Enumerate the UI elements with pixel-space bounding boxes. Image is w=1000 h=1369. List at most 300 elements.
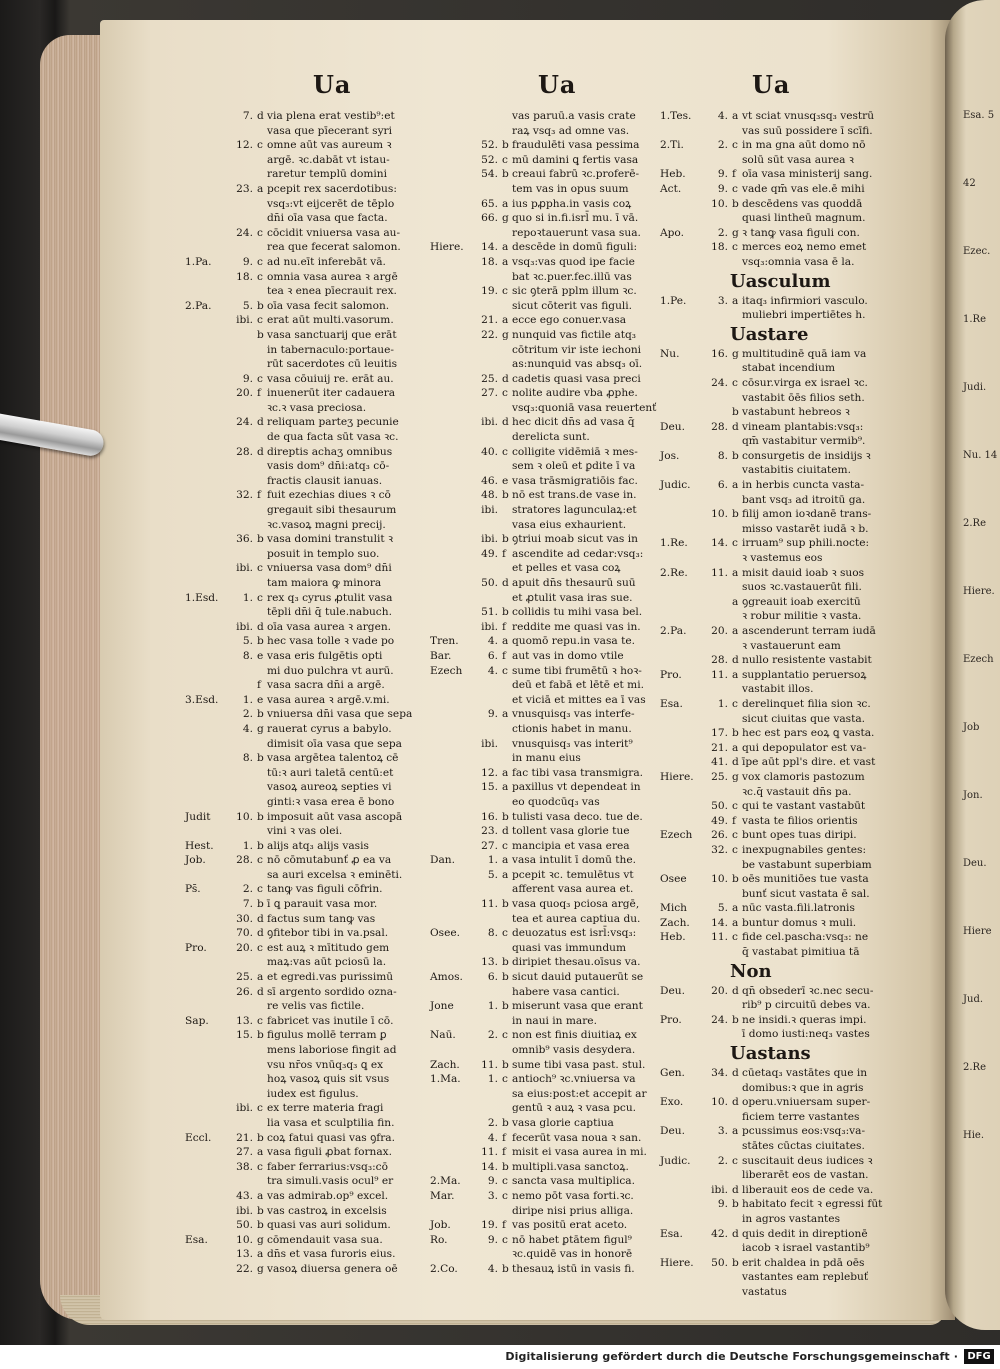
chapter-number: 20. — [236, 941, 253, 954]
index-entry — [660, 1013, 882, 1028]
section-letter: c — [732, 800, 738, 813]
book-reference — [185, 722, 233, 737]
entry-text: raꝝ vsq₃ ad omne vas. — [512, 124, 630, 137]
section-letter — [502, 401, 512, 416]
index-entry — [660, 566, 882, 581]
index-entry — [185, 328, 412, 343]
entry-text: hec vasa tolle ꝛ vade po — [267, 635, 395, 648]
chapter-number: 9. — [717, 182, 728, 195]
entry-text: mi duo pulchra vt aurū. — [267, 664, 394, 677]
index-entry — [430, 1262, 656, 1277]
index-entry — [430, 561, 656, 576]
index-entry — [185, 955, 412, 970]
chapter-number: 38. — [236, 1160, 253, 1173]
section-letter — [502, 912, 512, 927]
chapter-number — [233, 576, 257, 591]
chapter-number — [708, 434, 732, 449]
section-letter: b — [732, 1198, 739, 1211]
section-letter — [257, 1058, 267, 1073]
entry-text: derelicta sunt. — [512, 431, 590, 444]
entry-text: pcepit ꝛc. temulētus vt — [512, 868, 634, 881]
entry-text: ꝛc.quidē vas in honorē — [512, 1248, 633, 1261]
book-reference — [660, 1270, 708, 1285]
chapter-number: 10. — [236, 1233, 253, 1246]
section-letter — [502, 299, 512, 314]
section-letter — [732, 1212, 742, 1227]
entry-text: vox clamoris pastozum — [742, 770, 865, 783]
chapter-number: 48. — [481, 489, 498, 502]
entry-text: nō est trans.de vase in. — [512, 489, 637, 502]
book-reference — [185, 1058, 233, 1073]
section-letter — [732, 945, 742, 960]
index-entry — [660, 639, 882, 654]
chapter-number — [233, 211, 257, 226]
index-entry — [660, 828, 882, 843]
section-letter — [502, 737, 512, 752]
book-reference — [430, 912, 478, 927]
entry-text: tulisti vasa deco. tue de. — [512, 810, 643, 823]
book-reference — [430, 1101, 478, 1116]
index-entry — [660, 1168, 882, 1183]
section-letter: g — [257, 1262, 264, 1275]
section-letter: c — [502, 927, 508, 940]
entry-text: qn̄ obsederī ꝛc.nec secu- — [742, 984, 874, 997]
section-letter: g — [732, 347, 739, 360]
book-reference: Pro. — [185, 941, 207, 954]
book-reference — [185, 1204, 233, 1219]
book-reference — [660, 240, 708, 255]
column-body-3 — [660, 109, 882, 1300]
entry-text: in tabernaculo:portaue- — [267, 343, 394, 356]
chapter-number: 22. — [481, 328, 498, 341]
entry-text: vt sciat vnusq₃sq₃ vestrū — [742, 110, 875, 122]
chapter-number: 20. — [236, 387, 253, 400]
section-letter: a — [732, 668, 739, 681]
section-letter — [502, 795, 512, 810]
index-entry — [660, 916, 882, 931]
chapter-number: 1. — [717, 697, 728, 710]
chapter-number: 49. — [481, 547, 498, 560]
section-letter: b — [732, 727, 739, 740]
book-reference — [185, 459, 233, 474]
chapter-number — [708, 1081, 732, 1096]
entry-text: fide cel.pascha:vsq₃: ne — [742, 931, 869, 944]
index-entry — [660, 712, 882, 727]
entry-text: deuozatus est isrl̄:vsq₃: — [512, 927, 637, 940]
book-reference — [430, 985, 478, 1000]
index-entry — [660, 1066, 882, 1081]
section-letter: b — [732, 1256, 739, 1269]
index-entry — [185, 1233, 412, 1248]
section-letter: b — [257, 328, 264, 341]
entry-text: sic ꝯterā pplm illum ꝛc. — [512, 285, 637, 298]
book-reference — [430, 153, 478, 168]
column-body-2 — [430, 109, 656, 1277]
entry-text: ficiem terre vastantes — [742, 1110, 860, 1123]
chapter-number — [478, 124, 502, 139]
book-reference — [185, 386, 233, 401]
facing-page-fragment: Judi. — [963, 382, 987, 393]
book-reference: Judit — [185, 810, 211, 823]
book-reference — [430, 693, 478, 708]
book-reference — [185, 1072, 233, 1087]
chapter-number — [233, 1174, 257, 1189]
chapter-number: 1. — [487, 854, 498, 867]
book-reference: Job. — [185, 854, 206, 867]
book-reference: Judic. — [660, 479, 691, 492]
entry-text: vasa cōuiuij re. erāt au. — [267, 372, 394, 385]
section-letter: c — [732, 1154, 738, 1167]
section-letter: c — [257, 854, 263, 867]
index-entry — [660, 624, 882, 639]
entry-text: vasa intulit ī domū the. — [512, 854, 636, 867]
index-entry — [185, 897, 412, 912]
chapter-number — [478, 882, 502, 897]
section-letter: b — [257, 533, 264, 546]
index-entry — [185, 401, 412, 416]
chapter-number: 8. — [242, 752, 253, 765]
book-reference: Pro. — [660, 668, 682, 681]
section-letter: d — [257, 927, 264, 940]
index-entry — [185, 737, 412, 752]
book-reference — [660, 1027, 708, 1042]
entry-text: de qua facta sūt vasa ꝛc. — [267, 431, 399, 444]
index-entry — [430, 605, 656, 620]
entry-text: nō habet ꝑtātem figul⁹ — [512, 1233, 632, 1246]
entry-text: misit ei vasa aurea in mi. — [512, 1146, 647, 1159]
chapter-number: 13. — [236, 1248, 253, 1261]
section-letter — [732, 1270, 742, 1285]
book-reference — [660, 308, 708, 323]
entry-text: pcepit rex sacerdotibus: — [267, 182, 397, 195]
chapter-number: 12. — [236, 139, 253, 152]
book-reference — [660, 376, 708, 391]
index-entry — [185, 1174, 412, 1189]
book-reference — [185, 897, 233, 912]
index-entry — [185, 532, 412, 547]
section-letter: c — [502, 1233, 508, 1246]
section-letter — [732, 858, 742, 873]
entry-text: vsq₃:vt eijcerēt de tēplo — [267, 197, 395, 210]
book-reference — [660, 945, 708, 960]
book-reference: 2.Co. — [430, 1262, 458, 1275]
section-letter: c — [502, 1073, 508, 1086]
entry-text: paxillus vt dependeat in — [512, 781, 641, 794]
entry-text: multipli.vasa sanctoꝝ. — [512, 1160, 629, 1173]
chapter-number: 50. — [481, 577, 498, 589]
facing-page-fragment: Esa. 5 — [963, 110, 995, 121]
chapter-number: 4. — [717, 110, 728, 122]
section-letter — [257, 1116, 267, 1131]
column-header-1: Ua — [313, 70, 352, 99]
index-entry — [660, 1027, 882, 1042]
section-letter: b — [502, 533, 509, 546]
entry-text: vasa eris fulgētis opti — [267, 649, 383, 662]
book-reference — [430, 722, 478, 737]
chapter-number — [478, 941, 502, 956]
index-entry — [185, 999, 412, 1014]
index-entry — [660, 998, 882, 1013]
book-reference — [185, 912, 233, 927]
section-letter: f — [732, 168, 736, 181]
chapter-number — [233, 664, 257, 679]
section-letter: b — [502, 1160, 509, 1173]
section-letter — [732, 998, 742, 1013]
book-reference — [660, 741, 708, 756]
chapter-number: 66. — [481, 212, 498, 225]
index-entry — [660, 391, 882, 406]
section-letter: d — [257, 110, 264, 122]
chapter-number: 65. — [481, 197, 498, 210]
index-entry — [430, 693, 656, 708]
index-entry — [660, 755, 882, 770]
chapter-number — [233, 328, 257, 343]
entry-text: vasa trāsmigratiōis fac. — [512, 474, 638, 487]
chapter-number: 20. — [711, 625, 728, 637]
entry-text: sume tibi vasa past. stul. — [512, 1058, 646, 1071]
index-entry — [185, 299, 412, 314]
entry-text: ꝯtriui moab sicut vas in — [512, 533, 638, 546]
entry-text: miserunt vasa que erant — [512, 1000, 643, 1013]
entry-text: ꝛc.ꝛ vasa preciosa. — [267, 401, 367, 414]
index-entry — [185, 1072, 412, 1087]
index-entry — [660, 255, 882, 270]
entry-text: quasi vas immundum — [512, 941, 626, 954]
chapter-number — [478, 912, 502, 927]
index-entry — [660, 1154, 882, 1169]
book-reference: Hiere. — [660, 770, 694, 783]
index-entry — [185, 722, 412, 737]
book-reference — [185, 226, 233, 241]
book-reference — [430, 1131, 478, 1146]
chapter-number: 9. — [242, 255, 253, 268]
book-reference — [430, 211, 478, 226]
entry-text: ī domo iusti:neq₃ vastes — [742, 1028, 870, 1041]
book-reference — [660, 405, 708, 420]
section-letter — [732, 887, 742, 902]
book-reference — [660, 1110, 708, 1125]
entry-text: omnib⁹ vasis desydera. — [512, 1044, 636, 1056]
page-edges — [40, 35, 108, 1320]
book-reference — [660, 507, 708, 522]
entry-text: ꝛ robur militie ꝛ vasta. — [742, 610, 862, 623]
book-reference — [430, 518, 478, 533]
section-letter: c — [257, 883, 263, 896]
index-entry — [185, 810, 412, 825]
chapter-number — [478, 430, 502, 445]
index-entry — [185, 605, 412, 620]
chapter-number: 1. — [242, 591, 253, 604]
book-reference: 2.Re. — [660, 566, 688, 579]
index-entry — [660, 463, 882, 478]
book-reference: Hiere. — [430, 241, 464, 254]
index-entry — [185, 488, 412, 503]
book-reference — [430, 868, 478, 883]
book-reference: Heb. — [660, 931, 686, 944]
index-entry — [430, 240, 656, 255]
chapter-number: 27. — [236, 1146, 253, 1159]
book-reference — [185, 372, 233, 387]
entry-text: vasis dom⁹ dn̄i:atq₃ cō- — [267, 460, 390, 473]
section-letter: d — [732, 1183, 739, 1196]
section-letter — [732, 308, 742, 323]
entry-text: mancipia et vasa erea — [512, 839, 630, 852]
entry-text: tem vas in opus suum — [512, 182, 629, 195]
section-letter: f — [502, 1146, 506, 1159]
index-entry — [430, 897, 656, 912]
chapter-number — [478, 722, 502, 737]
book-reference — [185, 1189, 233, 1204]
book-reference — [185, 167, 233, 182]
chapter-number: 36. — [236, 533, 253, 546]
chapter-number: 4. — [487, 635, 498, 648]
chapter-number: 25. — [711, 770, 728, 783]
index-entry — [660, 945, 882, 960]
entry-text: ī ꝗ parauit vasa mor. — [267, 898, 378, 911]
entry-text: suscitauit deus iudices ꝛ — [742, 1154, 873, 1167]
chapter-number: 4. — [487, 1131, 498, 1144]
entry-text: afferent vasa aurea et. — [512, 883, 634, 896]
section-letter: b — [732, 406, 739, 419]
chapter-number — [708, 712, 732, 727]
index-entry — [430, 678, 656, 693]
entry-text: fraudulēti vasa pessima — [512, 139, 640, 152]
index-entry — [660, 1124, 882, 1139]
book-reference — [660, 682, 708, 697]
chapter-number — [708, 580, 732, 595]
book-reference — [185, 1028, 233, 1043]
entry-text: vas suū possidere ī scīfi. — [742, 124, 873, 137]
book-reference — [185, 182, 233, 197]
chapter-number — [708, 1270, 732, 1285]
book-reference — [185, 1087, 233, 1102]
book-reference — [430, 226, 478, 241]
entry-text: hec dicit dn̄s ad vasa q̄ — [512, 416, 635, 429]
index-entry — [185, 985, 412, 1000]
chapter-number: 34. — [711, 1067, 728, 1080]
section-letter: c — [257, 591, 263, 604]
entry-text: fac tibi vasa transmigra. — [512, 766, 643, 779]
book-reference: 1.Pe. — [660, 294, 687, 307]
entry-text: bant vsq₃ ad itroitū ga. — [742, 493, 866, 506]
chapter-number: 25. — [236, 971, 253, 984]
book-reference — [430, 941, 478, 956]
chapter-number: 2. — [242, 883, 253, 896]
section-letter: c — [257, 139, 263, 152]
chapter-number — [233, 430, 257, 445]
index-entry — [185, 182, 412, 197]
index-entry — [430, 1072, 656, 1087]
index-entry — [430, 532, 656, 547]
book-reference: Esa. — [660, 1227, 683, 1240]
book-reference — [660, 814, 708, 829]
entry-text: et ꝓtulit vasa iras sue. — [512, 591, 633, 604]
section-letter: c — [257, 1014, 263, 1027]
section-letter: g — [732, 226, 739, 239]
book-reference — [660, 1183, 708, 1198]
index-entry — [660, 609, 882, 624]
index-entry — [185, 766, 412, 781]
entry-text: rea que fecerat salomon. — [267, 241, 401, 254]
section-letter: c — [732, 931, 738, 944]
entry-text: sicut dauid putauerūt se — [512, 971, 644, 984]
book-reference — [185, 970, 233, 985]
section-letter — [502, 1043, 512, 1058]
chapter-number: ibi. — [481, 737, 498, 750]
book-reference: 1.Pa. — [185, 255, 212, 268]
section-letter — [502, 591, 512, 606]
entry-text: dimisit oīa vasa que sepa — [267, 737, 402, 750]
chapter-number — [708, 595, 732, 610]
chapter-number: 6. — [487, 649, 498, 662]
section-letter: a — [732, 294, 739, 307]
section-letter — [257, 284, 267, 299]
entry-text: et pelles et vasa coꝝ — [512, 562, 621, 575]
chapter-number — [708, 682, 732, 697]
book-reference: Mar. — [430, 1189, 455, 1202]
chapter-number: 6. — [717, 479, 728, 492]
section-letter: c — [732, 843, 738, 856]
facing-page-fragment: Hie. — [963, 1130, 985, 1141]
index-entry — [660, 449, 882, 464]
chapter-number — [233, 824, 257, 839]
book-reference — [660, 755, 708, 770]
section-letter: f — [502, 620, 506, 633]
section-letter: a — [257, 1146, 264, 1159]
section-letter: c — [732, 697, 738, 710]
book-reference — [185, 1262, 233, 1277]
entry-text: repoꝛtauerunt vasa sua. — [512, 226, 641, 239]
chapter-number — [708, 405, 732, 420]
index-entry — [185, 255, 412, 270]
section-letter: c — [257, 562, 263, 575]
chapter-number: 24. — [711, 1013, 728, 1026]
chapter-number: 10. — [711, 197, 728, 210]
chapter-number: 24. — [236, 416, 253, 429]
book-reference — [430, 824, 478, 839]
chapter-number — [478, 591, 502, 606]
book-reference — [185, 343, 233, 358]
book-reference: Mich — [660, 902, 687, 915]
chapter-number — [478, 693, 502, 708]
index-entry — [430, 357, 656, 372]
section-letter — [502, 1101, 512, 1116]
index-entry — [660, 1139, 882, 1154]
section-letter — [502, 109, 512, 124]
chapter-number — [708, 255, 732, 270]
book-reference — [430, 707, 478, 722]
section-letter — [257, 1043, 267, 1058]
index-entry — [660, 1081, 882, 1096]
chapter-number — [708, 153, 732, 168]
chapter-number: 42. — [711, 1227, 728, 1240]
index-entry — [660, 478, 882, 493]
chapter-number — [233, 357, 257, 372]
entry-text: vnusquisq₃ vas interfe- — [512, 708, 635, 721]
chapter-number — [233, 240, 257, 255]
book-reference — [185, 678, 233, 693]
chapter-number — [233, 1058, 257, 1073]
section-letter — [257, 401, 267, 416]
entry-text: erit chaldea in pdā oēs — [742, 1256, 865, 1269]
chapter-number: 11. — [711, 668, 728, 681]
entry-text: figulus mollē terram ꝑ — [267, 1029, 387, 1042]
facing-page-fragment: 2.Re — [963, 1062, 986, 1073]
index-entry — [430, 488, 656, 503]
section-letter: c — [502, 387, 508, 400]
entry-text: vastabit illos. — [742, 683, 814, 696]
chapter-number: 26. — [236, 985, 253, 998]
